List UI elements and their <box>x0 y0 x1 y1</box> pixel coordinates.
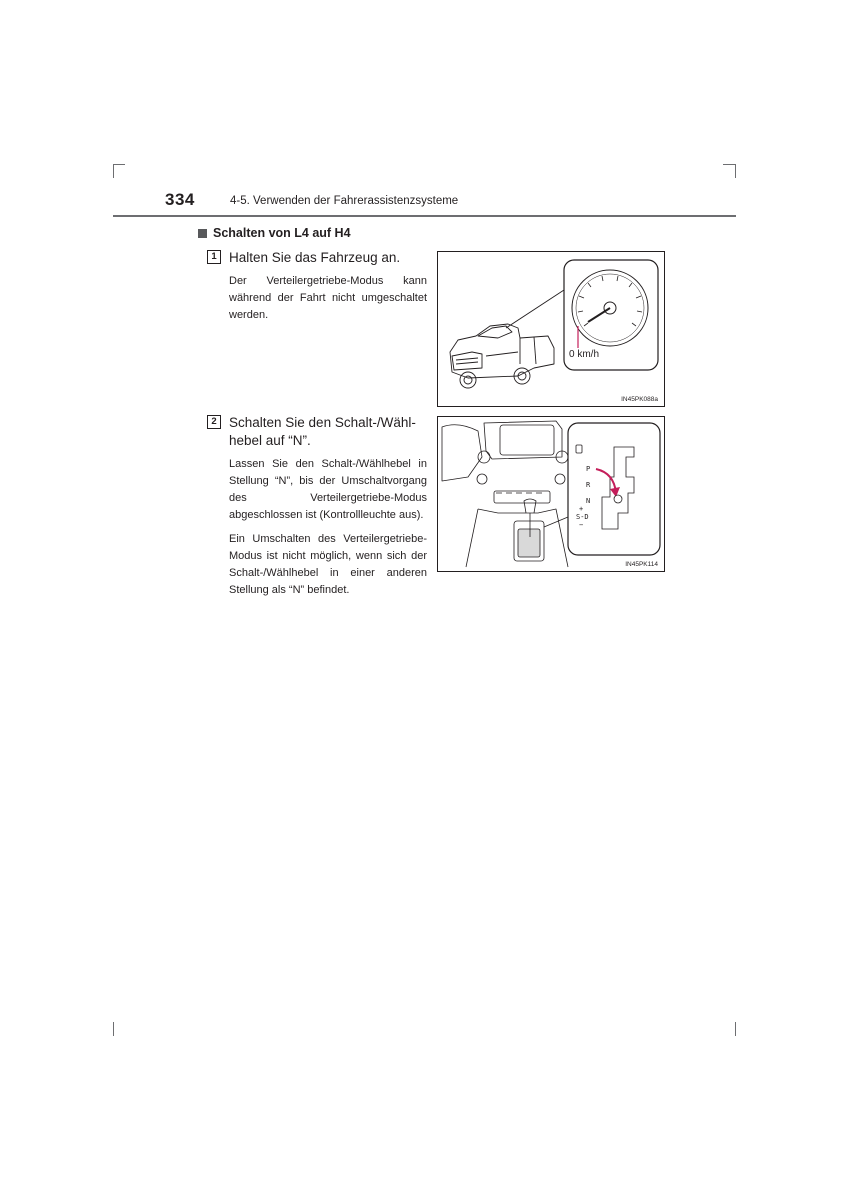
step-paragraph: Der Verteilergetriebe-Modus kann während der Fahrt nicht umgeschaltet werden. <box>229 275 427 321</box>
step-number-box: 2 <box>207 415 221 429</box>
figure-code: IN45PK114 <box>625 561 658 568</box>
header-divider <box>113 215 736 217</box>
crop-mark-bottom-right <box>735 1022 736 1036</box>
gear-minus: − <box>579 521 584 529</box>
crop-mark-top-left-v <box>113 164 114 178</box>
gear-S-D: S-D <box>576 513 589 521</box>
step-body <box>229 273 427 324</box>
figure-truck-speedometer <box>437 251 665 407</box>
crop-mark-bottom-left <box>113 1022 114 1036</box>
step-title: Schalten Sie den Schalt-/Wählhebel auf “N”. <box>229 415 416 448</box>
section-heading <box>198 226 351 240</box>
page-number: 334 <box>165 190 195 209</box>
speed-label: 0 km/h <box>569 349 600 360</box>
step-number-box: 1 <box>207 250 221 264</box>
figure-code: IN45PK088a <box>621 396 658 403</box>
crop-mark-top-left-h <box>113 164 125 165</box>
step-body <box>229 456 427 599</box>
crop-mark-top-right-h <box>723 164 735 165</box>
step-1 <box>207 249 427 331</box>
step-paragraph: Lassen Sie den Schalt-/Wählhebel in Stellung “N”, bis der Umschaltvorgang des Verteilergetriebe-Modus abgeschlossen ist (Kontrollleuchte aus). <box>229 458 427 521</box>
step-paragraph: Ein Umschalten des Verteilergetriebe-Modus ist nicht möglich, wenn sich der Schalt-/Wählhebel in einer anderen Stellung als “N” befindet. <box>229 533 427 596</box>
square-bullet-icon <box>198 229 207 238</box>
step-title: Halten Sie das Fahrzeug an. <box>229 250 401 265</box>
gear-R: R <box>586 481 591 489</box>
gear-P: P <box>586 465 591 473</box>
step-2 <box>207 414 427 606</box>
gear-plus: + <box>579 505 584 513</box>
truck-speedometer-illustration-icon <box>438 252 664 406</box>
crop-mark-top-right-v <box>735 164 736 178</box>
section-heading-text: Schalten von L4 auf H4 <box>213 226 351 240</box>
figure-shift-lever <box>437 416 665 572</box>
gear-N: N <box>586 497 591 505</box>
chapter-title: 4-5. Verwenden der Fahrerassistenzsysteme <box>230 195 459 207</box>
shift-lever-illustration-icon <box>438 417 664 571</box>
